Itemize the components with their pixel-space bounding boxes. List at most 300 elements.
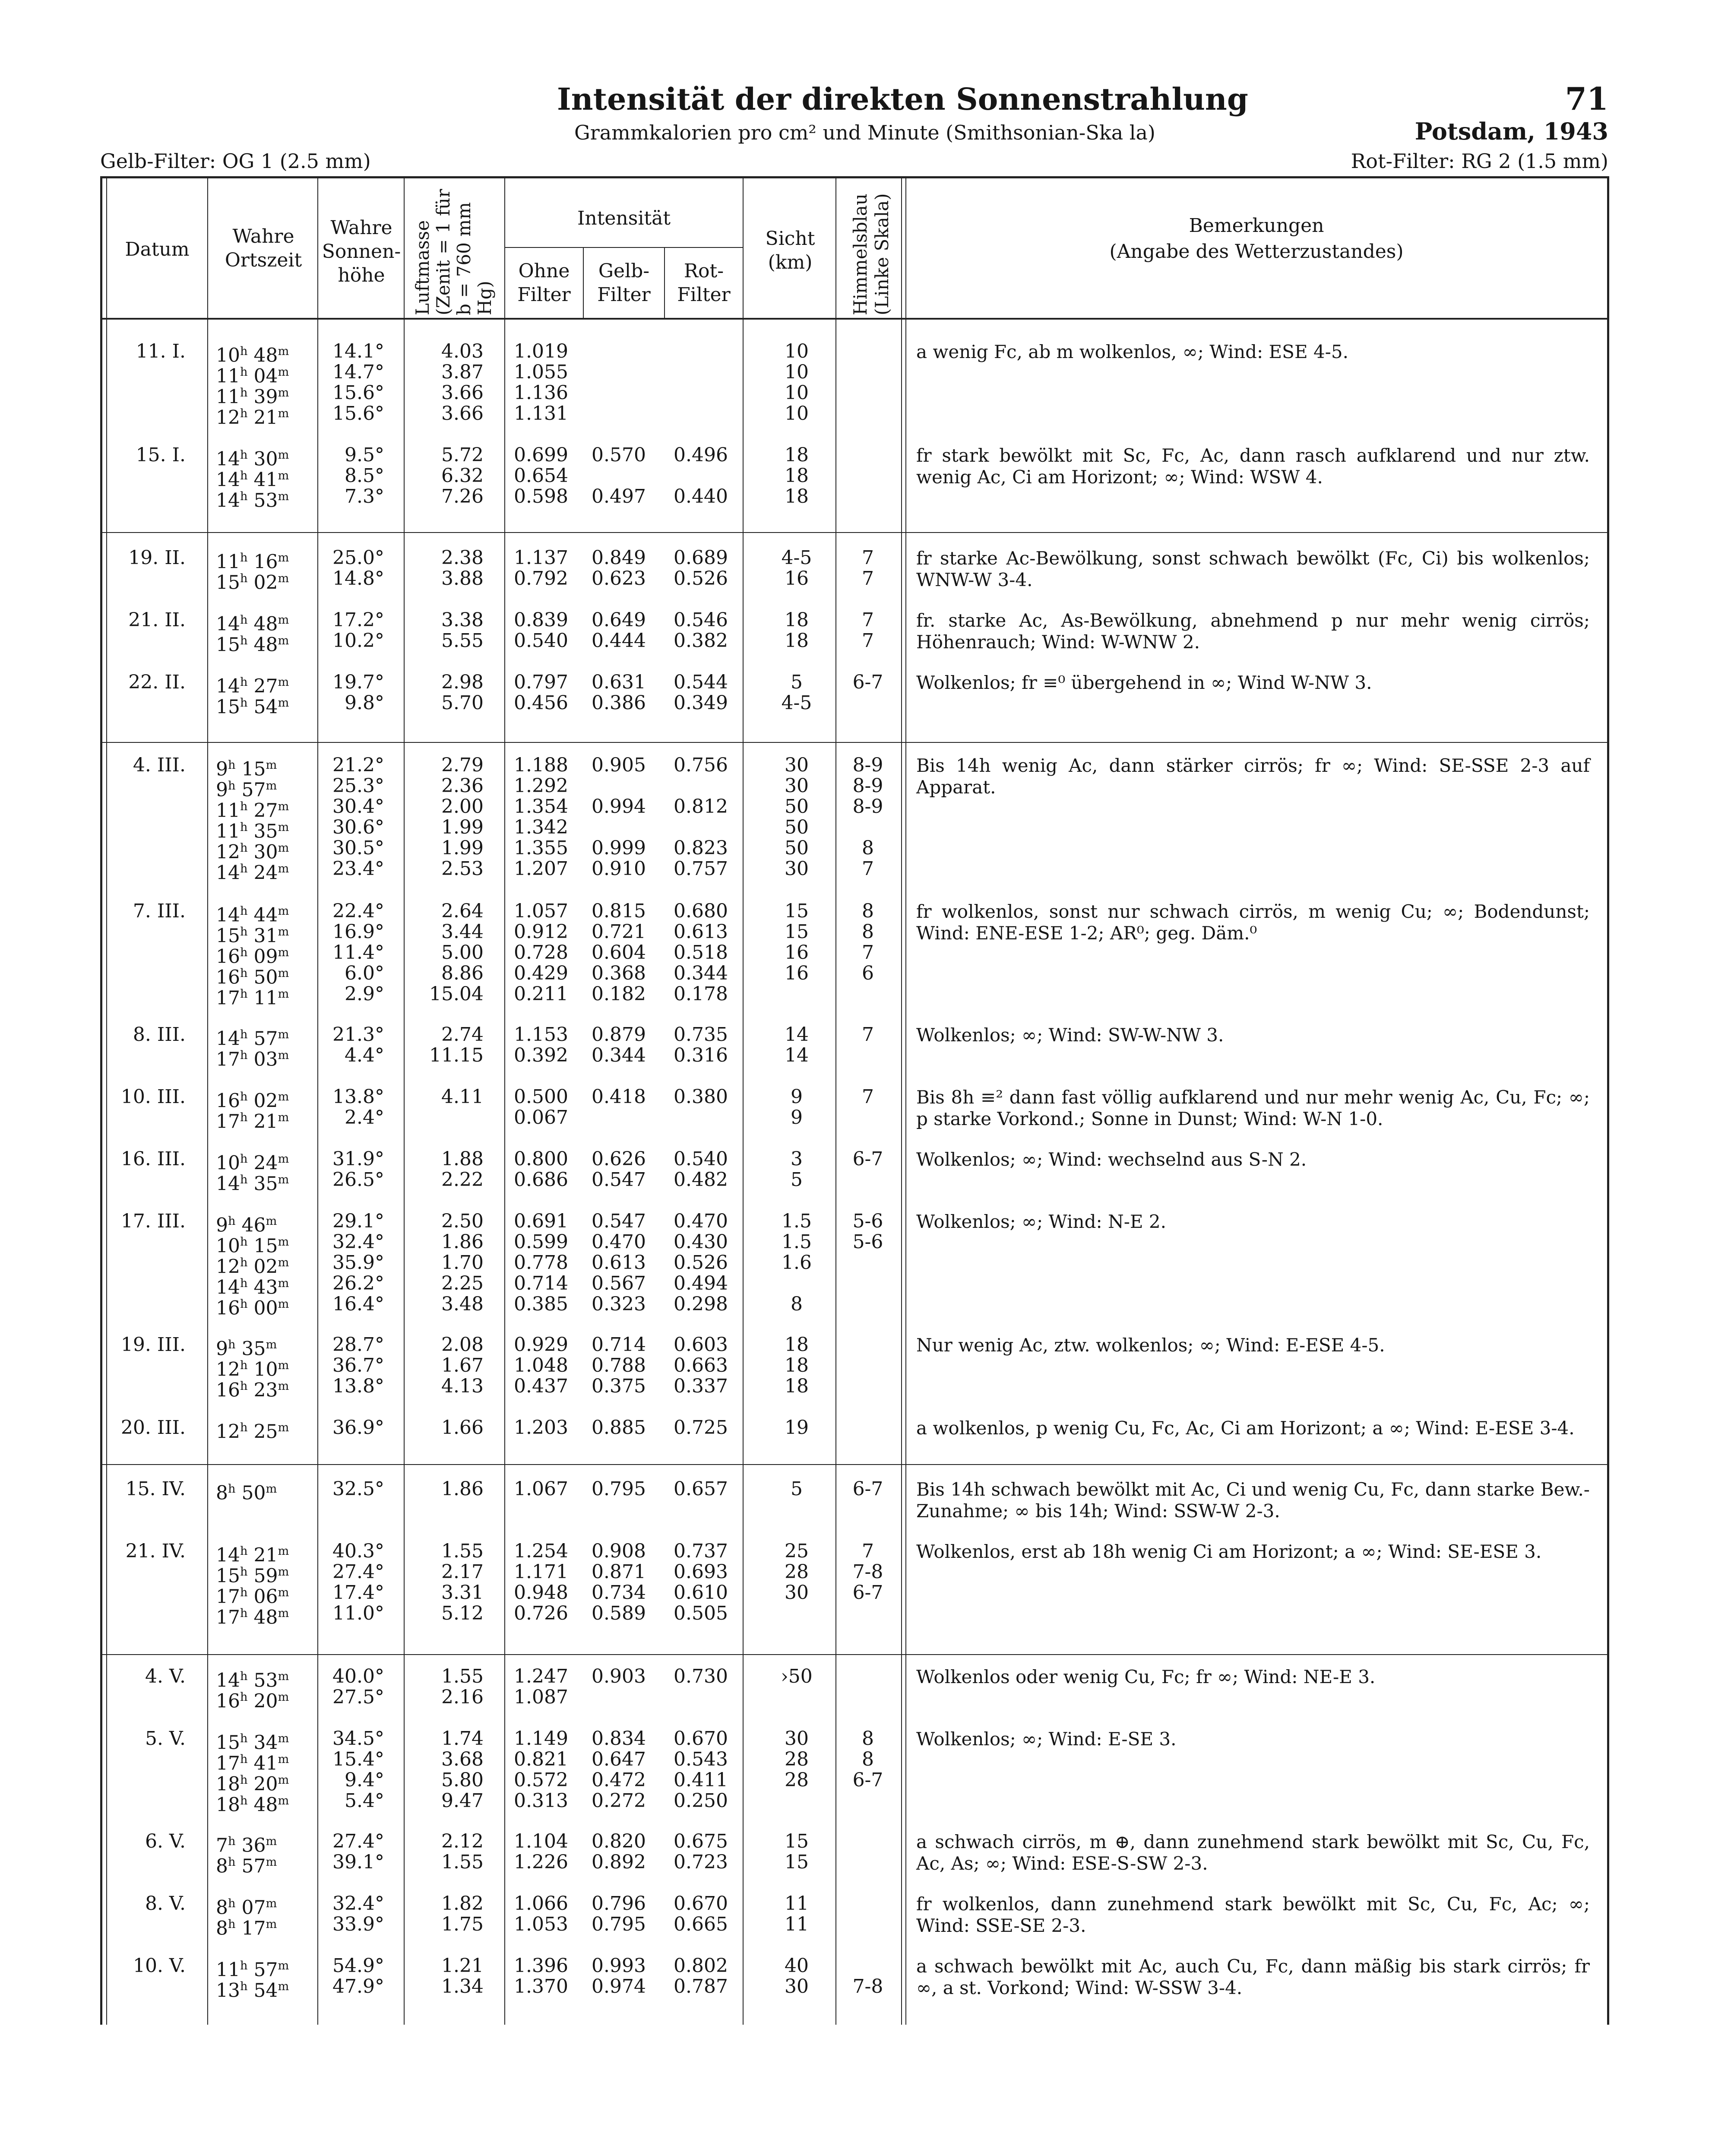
time-cell: 14$^h$ 48$^m$ <box>216 613 289 635</box>
visibility-cell: 30 <box>785 1728 809 1750</box>
header-bemerkungen: Bemerkungen <box>1189 215 1324 237</box>
time-cell: 10$^h$ 15$^m$ <box>216 1235 289 1257</box>
visibility-cell: 50 <box>785 816 809 838</box>
page-number: 71 <box>1565 80 1608 117</box>
intensity-unfiltered-cell: 1.226 <box>514 1851 568 1873</box>
sun-height-cell: 25.3° <box>332 775 384 797</box>
remark-cell: Bis 14h wenig Ac, dann stärker cirrös; fr ∞; Wind: SE-SSE 2-3 auf Apparat. <box>916 755 1590 798</box>
time-cell: 7$^h$ 36$^m$ <box>216 1834 277 1857</box>
intensity-red-cell: 0.518 <box>674 942 728 964</box>
intensity-unfiltered-cell: 1.254 <box>514 1540 568 1562</box>
sun-height-cell: 19.7° <box>332 671 384 693</box>
visibility-cell: 3 <box>791 1148 803 1170</box>
intensity-unfiltered-cell: 1.057 <box>514 900 568 922</box>
intensity-unfiltered-cell: 0.821 <box>514 1748 568 1770</box>
visibility-cell: 50 <box>785 796 809 818</box>
sun-height-cell: 32.5° <box>332 1478 384 1500</box>
intensity-unfiltered-cell: 0.792 <box>514 568 568 590</box>
air-mass-cell: 1.99 <box>441 837 484 859</box>
sun-height-cell: 25.0° <box>332 547 384 569</box>
page-subtitle: Grammkalorien pro cm² und Minute (Smithsonian-Ska la) <box>574 121 1155 144</box>
air-mass-cell: 2.12 <box>441 1830 484 1852</box>
intensity-unfiltered-cell: 1.354 <box>514 796 568 818</box>
air-mass-cell: 2.64 <box>441 900 484 922</box>
intensity-unfiltered-cell: 0.797 <box>514 671 568 693</box>
date-cell: 6. V. <box>145 1830 186 1852</box>
sky-blue-cell: 5-6 <box>852 1231 883 1253</box>
visibility-cell: 14 <box>785 1044 809 1066</box>
intensity-red-cell: 0.250 <box>674 1790 728 1812</box>
intensity-unfiltered-cell: 1.137 <box>514 547 568 569</box>
visibility-cell: 16 <box>785 568 809 590</box>
intensity-unfiltered-cell: 0.599 <box>514 1231 568 1253</box>
intensity-yellow-cell: 0.613 <box>592 1252 646 1274</box>
sky-blue-cell: 8-9 <box>852 796 883 818</box>
page-title: Intensität der direkten Sonnenstrahlung <box>557 81 1248 117</box>
col-rule-datum <box>207 176 208 2025</box>
sky-blue-cell: 7 <box>862 942 874 964</box>
visibility-cell: 5 <box>791 1478 803 1500</box>
sky-blue-cell: 7-8 <box>852 1975 883 1997</box>
intensity-yellow-cell: 0.567 <box>592 1272 646 1294</box>
time-cell: 8$^h$ 17$^m$ <box>216 1917 277 1940</box>
visibility-cell: 15 <box>785 921 809 943</box>
visibility-cell: 30 <box>785 1582 809 1604</box>
sky-blue-cell: 8 <box>862 1748 874 1770</box>
sun-height-cell: 8.5° <box>345 465 384 487</box>
sun-height-cell: 9.4° <box>345 1769 384 1791</box>
sky-blue-cell: 8 <box>862 900 874 922</box>
intensity-yellow-cell: 0.721 <box>592 921 646 943</box>
date-cell: 22. II. <box>128 671 186 693</box>
col-rule-ohne-head <box>583 247 584 319</box>
air-mass-cell: 1.70 <box>441 1252 484 1274</box>
visibility-cell: 18 <box>785 630 809 652</box>
intensity-red-cell: 0.543 <box>674 1748 728 1770</box>
visibility-cell: 16 <box>785 962 809 984</box>
visibility-cell: 10 <box>785 340 809 362</box>
sky-blue-cell: 8 <box>862 837 874 859</box>
section-rule-apr <box>100 1464 1609 1465</box>
intensity-unfiltered-cell: 0.728 <box>514 942 568 964</box>
intensity-red-cell: 0.505 <box>674 1602 728 1624</box>
intensity-yellow-cell: 0.470 <box>592 1231 646 1253</box>
time-cell: 11$^h$ 04$^m$ <box>216 365 289 387</box>
visibility-cell: 28 <box>785 1748 809 1770</box>
intensity-yellow-cell: 0.368 <box>592 962 646 984</box>
sun-height-cell: 35.9° <box>332 1252 384 1274</box>
intensity-yellow-cell: 0.547 <box>592 1169 646 1191</box>
remark-cell: fr stark bewölkt mit Sc, Fc, Ac, dann rasch aufklarend und nur ztw. wenig Ac, Ci am Horizont; ∞; Wind: WSW 4. <box>916 445 1590 488</box>
visibility-cell: 15 <box>785 1830 809 1852</box>
time-cell: 9$^h$ 15$^m$ <box>216 758 277 780</box>
time-cell: 12$^h$ 25$^m$ <box>216 1420 289 1443</box>
sun-height-cell: 4.4° <box>345 1044 384 1066</box>
sun-height-cell: 5.4° <box>345 1790 384 1812</box>
intensity-unfiltered-cell: 1.247 <box>514 1665 568 1687</box>
intensity-yellow-cell: 0.344 <box>592 1044 646 1066</box>
sky-blue-cell: 8-9 <box>852 775 883 797</box>
date-cell: 5. V. <box>145 1728 186 1750</box>
header-himmelsblau: Himmelsblau (Linke Skala) <box>850 193 892 315</box>
air-mass-cell: 5.12 <box>441 1602 484 1624</box>
time-cell: 17$^h$ 21$^m$ <box>216 1110 289 1133</box>
visibility-cell: 28 <box>785 1769 809 1791</box>
sun-height-cell: 40.3° <box>332 1540 384 1562</box>
header-gelb-filter: Gelb-Filter <box>597 260 651 306</box>
intensity-yellow-cell: 0.879 <box>592 1024 646 1046</box>
remark-cell: a wenig Fc, ab m wolkenlos, ∞; Wind: ESE 4-5. <box>916 341 1348 362</box>
intensity-unfiltered-cell: 1.203 <box>514 1417 568 1439</box>
visibility-cell: 18 <box>785 1334 809 1356</box>
intensity-red-cell: 0.344 <box>674 962 728 984</box>
air-mass-cell: 1.67 <box>441 1354 484 1376</box>
intensity-unfiltered-cell: 0.686 <box>514 1169 568 1191</box>
visibility-cell: 18 <box>785 1354 809 1376</box>
air-mass-cell: 4.13 <box>441 1375 484 1397</box>
sun-height-cell: 28.7° <box>332 1334 384 1356</box>
sun-height-cell: 13.8° <box>332 1375 384 1397</box>
air-mass-cell: 2.38 <box>441 547 484 569</box>
intensity-unfiltered-cell: 0.572 <box>514 1769 568 1791</box>
intensity-yellow-cell: 0.903 <box>592 1665 646 1687</box>
air-mass-cell: 3.68 <box>441 1748 484 1770</box>
sun-height-cell: 34.5° <box>332 1728 384 1750</box>
air-mass-cell: 15.04 <box>429 983 484 1005</box>
visibility-cell: 25 <box>785 1540 809 1562</box>
time-cell: 11$^h$ 16$^m$ <box>216 551 289 573</box>
sky-blue-cell: 6-7 <box>852 671 883 693</box>
visibility-cell: 1.6 <box>782 1252 812 1274</box>
intensity-unfiltered-cell: 1.171 <box>514 1561 568 1583</box>
intensity-red-cell: 0.689 <box>674 547 728 569</box>
intensity-yellow-cell: 0.497 <box>592 485 646 507</box>
col-rule-himmel-2 <box>905 176 906 2025</box>
air-mass-cell: 2.25 <box>441 1272 484 1294</box>
visibility-cell: ›50 <box>781 1665 813 1687</box>
visibility-cell: 40 <box>785 1955 809 1977</box>
intensity-unfiltered-cell: 0.456 <box>514 692 568 714</box>
intensity-red-cell: 0.470 <box>674 1210 728 1232</box>
sun-height-cell: 36.9° <box>332 1417 384 1439</box>
intensity-red-cell: 0.526 <box>674 568 728 590</box>
intensity-red-cell: 0.544 <box>674 671 728 693</box>
sun-height-cell: 16.4° <box>332 1293 384 1315</box>
intensity-unfiltered-cell: 0.948 <box>514 1582 568 1604</box>
date-cell: 19. III. <box>120 1334 186 1356</box>
intensity-yellow-cell: 0.647 <box>592 1748 646 1770</box>
date-cell: 4. III. <box>133 754 186 776</box>
header-luftmasse: Luftmasse (Zenit = 1 für b = 760 mm Hg) <box>412 189 495 315</box>
intensity-red-cell: 0.693 <box>674 1561 728 1583</box>
time-cell: 9$^h$ 46$^m$ <box>216 1214 277 1237</box>
time-cell: 11$^h$ 39$^m$ <box>216 386 289 408</box>
remark-cell: Bis 8h ≡² dann fast völlig aufklarend und nur mehr wenig Ac, Cu, Fc; ∞; p starke Vorkond.; Sonne in Dunst; Wind: W-N 1-0. <box>916 1087 1590 1129</box>
visibility-cell: 11 <box>785 1893 809 1915</box>
remark-cell: fr starke Ac-Bewölkung, sonst schwach bewölkt (Fc, Ci) bis wolkenlos; WNW-W 3-4. <box>916 548 1590 590</box>
intensity-yellow-cell: 0.375 <box>592 1375 646 1397</box>
col-rule-himmel <box>901 176 902 2025</box>
header-ohne-filter: Ohne Filter <box>517 260 571 306</box>
time-cell: 14$^h$ 30$^m$ <box>216 448 289 470</box>
sun-height-cell: 13.8° <box>332 1086 384 1108</box>
time-cell: 16$^h$ 20$^m$ <box>216 1690 289 1712</box>
visibility-cell: 15 <box>785 1851 809 1873</box>
air-mass-cell: 4.03 <box>441 340 484 362</box>
intensity-unfiltered-cell: 0.067 <box>514 1107 568 1129</box>
sun-height-cell: 27.4° <box>332 1830 384 1852</box>
intensity-yellow-cell: 0.323 <box>592 1293 646 1315</box>
intensity-red-cell: 0.178 <box>674 983 728 1005</box>
intensity-unfiltered-cell: 1.396 <box>514 1955 568 1977</box>
date-cell: 4. V. <box>145 1665 186 1687</box>
remark-cell: a schwach bewölkt mit Ac, auch Cu, Fc, dann mäßig bis stark cirrös; fr ∞, a st. Vorkond; Wind: W-SSW 3-4. <box>916 1956 1590 1998</box>
intensity-yellow-cell: 0.905 <box>592 754 646 776</box>
sun-height-cell: 17.4° <box>332 1582 384 1604</box>
remark-cell: fr. starke Ac, As-Bewölkung, abnehmend p nur mehr wenig cirrös; Höhenrauch; Wind: W-WNW 2. <box>916 610 1590 653</box>
visibility-cell: 30 <box>785 1975 809 1997</box>
intensity-red-cell: 0.613 <box>674 921 728 943</box>
intensity-red-cell: 0.663 <box>674 1354 728 1376</box>
intensity-yellow-cell: 0.386 <box>592 692 646 714</box>
intensity-unfiltered-cell: 1.053 <box>514 1913 568 1935</box>
time-cell: 14$^h$ 43$^m$ <box>216 1276 289 1299</box>
section-rule-feb <box>100 532 1609 533</box>
date-cell: 8. V. <box>145 1893 186 1915</box>
air-mass-cell: 1.75 <box>441 1913 484 1935</box>
visibility-cell: 8 <box>791 1293 803 1315</box>
intensity-yellow-cell: 0.714 <box>592 1334 646 1356</box>
section-rule-mar <box>100 742 1609 743</box>
visibility-cell: 5 <box>791 1169 803 1191</box>
air-mass-cell: 1.55 <box>441 1851 484 1873</box>
yellow-filter-note: Gelb-Filter: OG 1 (2.5 mm) <box>100 149 371 173</box>
air-mass-cell: 2.08 <box>441 1334 484 1356</box>
sky-blue-cell: 6 <box>862 962 874 984</box>
sun-height-cell: 14.8° <box>332 568 384 590</box>
air-mass-cell: 1.21 <box>441 1955 484 1977</box>
intensity-red-cell: 0.380 <box>674 1086 728 1108</box>
time-cell: 11$^h$ 27$^m$ <box>216 799 289 822</box>
sky-blue-cell: 7 <box>862 858 874 880</box>
date-cell: 15. IV. <box>125 1478 186 1500</box>
air-mass-cell: 1.88 <box>441 1148 484 1170</box>
time-cell: 16$^h$ 23$^m$ <box>216 1379 289 1401</box>
sky-blue-cell: 7 <box>862 547 874 569</box>
time-cell: 14$^h$ 44$^m$ <box>216 904 289 926</box>
sun-height-cell: 32.4° <box>332 1893 384 1915</box>
intensity-yellow-cell: 0.974 <box>592 1975 646 1997</box>
sun-height-cell: 33.9° <box>332 1913 384 1935</box>
remark-cell: Wolkenlos, erst ab 18h wenig Ci am Horizont; a ∞; Wind: SE-ESE 3. <box>916 1541 1542 1562</box>
sun-height-cell: 30.6° <box>332 816 384 838</box>
visibility-cell: 10 <box>785 361 809 383</box>
time-cell: 15$^h$ 59$^m$ <box>216 1565 289 1587</box>
intensity-yellow-cell: 0.589 <box>592 1602 646 1624</box>
time-cell: 9$^h$ 35$^m$ <box>216 1338 277 1360</box>
col-rule-hoehe <box>404 176 405 2025</box>
air-mass-cell: 1.55 <box>441 1665 484 1687</box>
time-cell: 15$^h$ 34$^m$ <box>216 1731 289 1754</box>
air-mass-cell: 3.66 <box>441 382 484 404</box>
intensity-yellow-cell: 0.472 <box>592 1769 646 1791</box>
intensity-yellow-cell: 0.788 <box>592 1354 646 1376</box>
intensity-yellow-cell: 0.795 <box>592 1913 646 1935</box>
sun-height-cell: 11.4° <box>332 942 384 964</box>
intensity-unfiltered-cell: 1.066 <box>514 1893 568 1915</box>
sun-height-cell: 9.8° <box>345 692 384 714</box>
sun-height-cell: 32.4° <box>332 1231 384 1253</box>
intensity-unfiltered-cell: 0.437 <box>514 1375 568 1397</box>
visibility-cell: 14 <box>785 1024 809 1046</box>
sky-blue-cell: 6-7 <box>852 1769 883 1791</box>
table-left-rule <box>100 176 102 2025</box>
intensity-red-cell: 0.730 <box>674 1665 728 1687</box>
intensity-yellow-cell: 0.649 <box>592 609 646 631</box>
air-mass-cell: 1.34 <box>441 1975 484 1997</box>
intensity-yellow-cell: 0.795 <box>592 1478 646 1500</box>
air-mass-cell: 3.87 <box>441 361 484 383</box>
air-mass-cell: 2.22 <box>441 1169 484 1191</box>
time-cell: 14$^h$ 41$^m$ <box>216 469 289 491</box>
intensity-yellow-cell: 0.796 <box>592 1893 646 1915</box>
sun-height-cell: 39.1° <box>332 1851 384 1873</box>
red-filter-note: Rot-Filter: RG 2 (1.5 mm) <box>1351 149 1608 173</box>
air-mass-cell: 5.55 <box>441 630 484 652</box>
visibility-cell: 30 <box>785 775 809 797</box>
table-top-rule <box>100 176 1609 178</box>
time-cell: 8$^h$ 57$^m$ <box>216 1855 277 1877</box>
time-cell: 18$^h$ 20$^m$ <box>216 1773 289 1795</box>
intensity-unfiltered-cell: 1.055 <box>514 361 568 383</box>
date-cell: 17. III. <box>120 1210 186 1232</box>
sky-blue-cell: 6-7 <box>852 1148 883 1170</box>
time-cell: 17$^h$ 48$^m$ <box>216 1606 289 1629</box>
intensity-red-cell: 0.382 <box>674 630 728 652</box>
sun-height-cell: 27.4° <box>332 1561 384 1583</box>
col-rule-luftmasse <box>504 176 505 2025</box>
date-cell: 21. IV. <box>125 1540 186 1562</box>
time-cell: 12$^h$ 10$^m$ <box>216 1358 289 1381</box>
intensity-yellow-cell: 0.182 <box>592 983 646 1005</box>
section-rule-may <box>100 1654 1609 1655</box>
air-mass-cell: 2.74 <box>441 1024 484 1046</box>
sun-height-cell: 26.2° <box>332 1272 384 1294</box>
air-mass-cell: 1.66 <box>441 1417 484 1439</box>
intensity-red-cell: 0.316 <box>674 1044 728 1066</box>
remark-cell: a wolkenlos, p wenig Cu, Fc, Ac, Ci am Horizont; a ∞; Wind: E-ESE 3-4. <box>916 1417 1575 1439</box>
air-mass-cell: 5.72 <box>441 444 484 466</box>
intensity-unfiltered-cell: 0.313 <box>514 1790 568 1812</box>
sky-blue-cell: 7 <box>862 609 874 631</box>
header-sicht: Sicht (km) <box>765 228 815 273</box>
col-rule-rot <box>743 176 744 2025</box>
time-cell: 9$^h$ 57$^m$ <box>216 779 277 801</box>
remark-cell: Wolkenlos; ∞; Wind: E-SE 3. <box>916 1728 1177 1750</box>
visibility-cell: 4-5 <box>781 692 812 714</box>
sky-blue-cell: 7-8 <box>852 1561 883 1583</box>
air-mass-cell: 2.98 <box>441 671 484 693</box>
date-cell: 15. I. <box>136 444 186 466</box>
col-rule-zeit <box>317 176 318 2025</box>
air-mass-cell: 3.38 <box>441 609 484 631</box>
date-cell: 21. II. <box>128 609 186 631</box>
intensity-red-cell: 0.756 <box>674 754 728 776</box>
air-mass-cell: 2.00 <box>441 796 484 818</box>
air-mass-cell: 3.44 <box>441 921 484 943</box>
intensity-yellow-cell: 0.820 <box>592 1830 646 1852</box>
intensity-unfiltered-cell: 0.912 <box>514 921 568 943</box>
sun-height-cell: 40.0° <box>332 1665 384 1687</box>
intensity-yellow-cell: 0.604 <box>592 942 646 964</box>
header-wetterzustand: (Angabe des Wetterzustandes) <box>1109 241 1404 263</box>
sun-height-cell: 21.3° <box>332 1024 384 1046</box>
visibility-cell: 15 <box>785 900 809 922</box>
time-cell: 11$^h$ 35$^m$ <box>216 820 289 843</box>
sun-height-cell: 9.5° <box>345 444 384 466</box>
sun-height-cell: 47.9° <box>332 1975 384 1997</box>
visibility-cell: 18 <box>785 444 809 466</box>
air-mass-cell: 3.88 <box>441 568 484 590</box>
date-cell: 20. III. <box>120 1417 186 1439</box>
intensity-red-cell: 0.665 <box>674 1913 728 1935</box>
sky-blue-cell: 7 <box>862 1540 874 1562</box>
intensity-yellow-cell: 0.570 <box>592 444 646 466</box>
air-mass-cell: 1.99 <box>441 816 484 838</box>
intensity-yellow-cell: 0.908 <box>592 1540 646 1562</box>
header-rot-filter: Rot-Filter <box>677 260 731 306</box>
time-cell: 15$^h$ 02$^m$ <box>216 571 289 594</box>
intensity-yellow-cell: 0.993 <box>592 1955 646 1977</box>
air-mass-cell: 2.50 <box>441 1210 484 1232</box>
visibility-cell: 5 <box>791 671 803 693</box>
time-cell: 12$^h$ 21$^m$ <box>216 406 289 429</box>
intensity-yellow-cell: 0.815 <box>592 900 646 922</box>
intensity-red-cell: 0.812 <box>674 796 728 818</box>
sun-height-cell: 30.4° <box>332 796 384 818</box>
intensity-yellow-cell: 0.910 <box>592 858 646 880</box>
intensity-unfiltered-cell: 0.699 <box>514 444 568 466</box>
intensity-red-cell: 0.670 <box>674 1893 728 1915</box>
intensity-yellow-cell: 0.994 <box>592 796 646 818</box>
intensity-red-cell: 0.610 <box>674 1582 728 1604</box>
intensity-unfiltered-cell: 1.370 <box>514 1975 568 1997</box>
intensity-subrule <box>504 247 744 248</box>
intensity-yellow-cell: 0.623 <box>592 568 646 590</box>
visibility-cell: 4-5 <box>781 547 812 569</box>
air-mass-cell: 6.32 <box>441 465 484 487</box>
sun-height-cell: 14.1° <box>332 340 384 362</box>
air-mass-cell: 9.47 <box>441 1790 484 1812</box>
sun-height-cell: 36.7° <box>332 1354 384 1376</box>
visibility-cell: 9 <box>791 1107 803 1129</box>
intensity-red-cell: 0.526 <box>674 1252 728 1274</box>
intensity-unfiltered-cell: 1.355 <box>514 837 568 859</box>
visibility-cell: 30 <box>785 858 809 880</box>
visibility-cell: 16 <box>785 942 809 964</box>
visibility-cell: 10 <box>785 382 809 404</box>
intensity-yellow-cell: 0.849 <box>592 547 646 569</box>
intensity-unfiltered-cell: 0.929 <box>514 1334 568 1356</box>
sky-blue-cell: 8-9 <box>852 754 883 776</box>
intensity-unfiltered-cell: 0.598 <box>514 485 568 507</box>
header-intensitaet: Intensität <box>577 207 671 229</box>
intensity-red-cell: 0.494 <box>674 1272 728 1294</box>
air-mass-cell: 3.31 <box>441 1582 484 1604</box>
visibility-cell: 1.5 <box>782 1210 812 1232</box>
intensity-unfiltered-cell: 1.131 <box>514 403 568 425</box>
visibility-cell: 9 <box>791 1086 803 1108</box>
